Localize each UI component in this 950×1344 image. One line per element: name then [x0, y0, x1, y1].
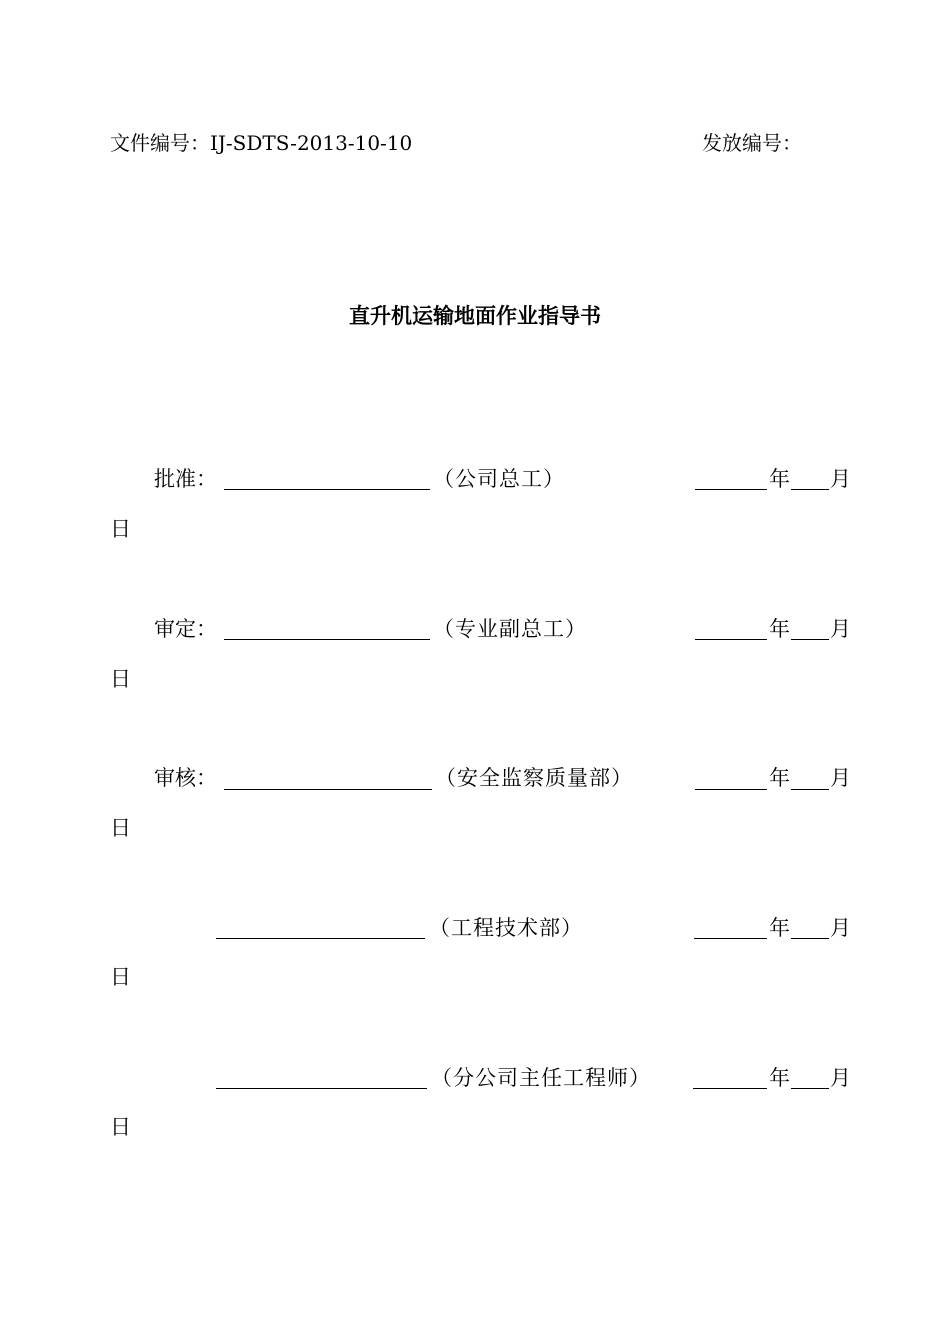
audit-year-blank[interactable] — [695, 789, 767, 790]
branch-engineer-month-unit: 月 — [830, 1066, 851, 1090]
approve-signature-blank[interactable] — [224, 489, 430, 490]
approve-year-blank[interactable] — [695, 489, 767, 490]
approve-month-unit: 月 — [830, 467, 851, 491]
review-day-unit: 日 — [110, 667, 131, 691]
review-year-unit: 年 — [769, 617, 790, 641]
release-number-label: 发放编号： — [702, 131, 802, 155]
audit-signature-blank[interactable] — [224, 789, 432, 790]
file-number — [110, 133, 412, 153]
approve-year-unit: 年 — [769, 467, 790, 491]
audit-year-unit: 年 — [769, 766, 790, 790]
engineering-year-blank[interactable] — [694, 938, 767, 939]
engineering-year-unit: 年 — [769, 916, 790, 940]
approve-day-unit: 日 — [110, 517, 131, 541]
engineering-month-unit: 月 — [830, 916, 851, 940]
engineering-month-blank[interactable] — [791, 938, 829, 939]
review-month-unit: 月 — [830, 617, 851, 641]
engineering-role: （工程技术部） — [429, 916, 583, 940]
branch-engineer-day-unit: 日 — [110, 1115, 131, 1139]
review-role: （专业副总工） — [433, 617, 587, 641]
audit-label: 审核： — [154, 766, 217, 790]
review-signature-blank[interactable] — [224, 639, 430, 640]
approve-label: 批准： — [154, 467, 217, 491]
branch-engineer-month-blank[interactable] — [791, 1088, 829, 1089]
branch-engineer-year-unit: 年 — [769, 1066, 790, 1090]
approve-role: （公司总工） — [433, 467, 565, 491]
review-year-blank[interactable] — [695, 639, 767, 640]
engineering-day-unit: 日 — [110, 965, 131, 989]
branch-engineer-signature-blank[interactable] — [216, 1088, 427, 1089]
approve-month-blank[interactable] — [791, 489, 829, 490]
audit-month-unit: 月 — [830, 766, 851, 790]
review-label: 审定： — [154, 617, 217, 641]
branch-engineer-role: （分公司主任工程师） — [431, 1066, 651, 1090]
review-month-blank[interactable] — [791, 639, 829, 640]
audit-month-blank[interactable] — [791, 789, 829, 790]
audit-role: （安全监察质量部） — [435, 766, 633, 790]
engineering-signature-blank[interactable] — [216, 938, 425, 939]
branch-engineer-year-blank[interactable] — [693, 1088, 767, 1089]
file-number-label: 文件编号： — [110, 131, 210, 155]
document-title: 直升机运输地面作业指导书 — [349, 304, 601, 328]
file-number-value: IJ-SDTS-2013-10-10 — [210, 131, 413, 155]
audit-day-unit: 日 — [110, 816, 131, 840]
